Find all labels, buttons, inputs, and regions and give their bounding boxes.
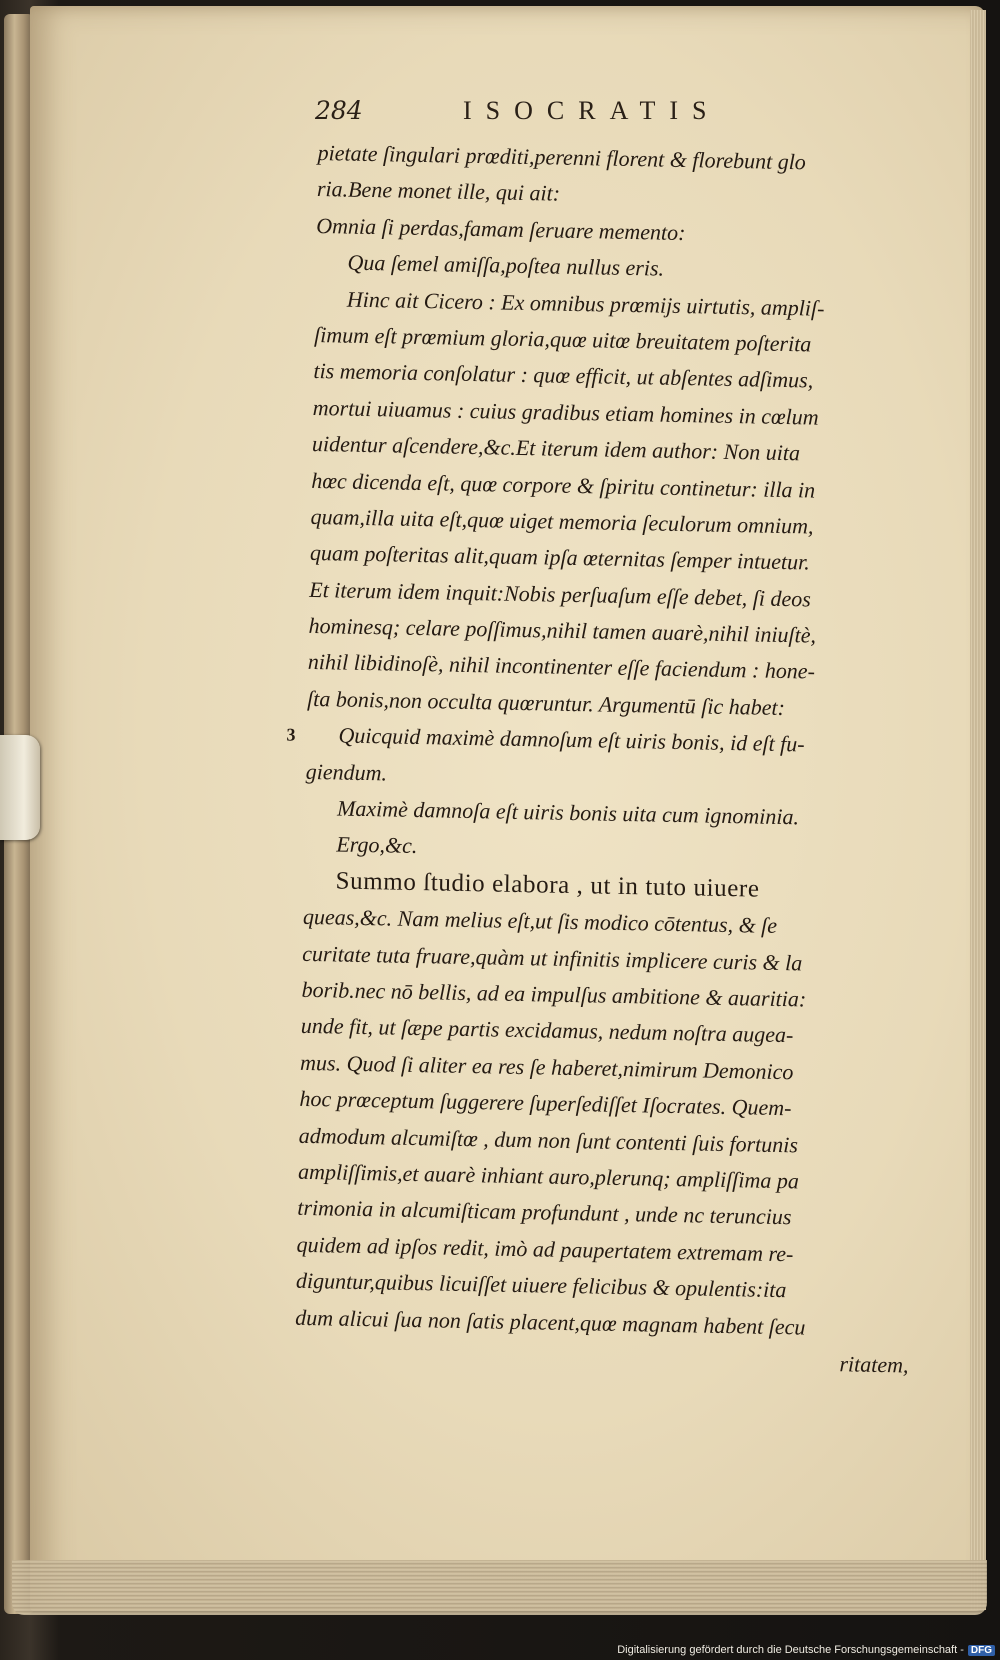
text-line: quam,illa uita eſt,quœ uiget memoria ſeculorum omnium, (310, 503, 814, 539)
text-line: Qua ſemel amiſſa,poſtea nullus eris. (347, 249, 665, 281)
text-line: Quicquid maximè damnoſum eſt uiris bonis, id eſt fu- (338, 722, 805, 757)
text-line: borib.nec nō bellis, ad ea impulſus ambitione & auaritia: (301, 976, 807, 1012)
text-line: giendum. (305, 758, 388, 786)
page-stack-edge (12, 1560, 987, 1615)
page-text (286, 135, 933, 1384)
text-line: pietate ſingulari prœditi,perenni florent & florebunt glo (317, 139, 807, 175)
text-line: Summo ſtudio elabora , ut in tuto uiuere (335, 867, 760, 903)
text-line: Omnia ſi perdas,famam ſeruare memento: (316, 212, 686, 245)
text-line: hominesq; celare poſſimus,nihil tamen auarè,nihil iniuſtè, (308, 612, 817, 648)
running-head: ISOCRATIS (463, 96, 721, 125)
text-line: uidentur aſcendere,&c.Et iterum idem author: Non uita (311, 431, 801, 466)
text-line: Maximè damnoſa eſt uiris bonis uita cum ignominia. (336, 795, 800, 830)
text-line: admodum alcumiſtœ , dum non ſunt contenti ſuis fortunis (298, 1122, 799, 1157)
text-line: ampliſſimis,et auarè inhiant auro,plerunq; ampliſſima pa (297, 1158, 800, 1194)
text-line: hoc prœceptum ſuggerere ſuperſediſſet Iſocrates. Quem- (299, 1085, 792, 1121)
text-line: ſimum eſt prœmium gloria,quœ uitœ breuitatem poſterita (313, 321, 812, 357)
text-line: quam poſteritas alit,quam ipſa œternitas ſemper intuetur. (309, 540, 811, 575)
text-line: Ergo,&c. (336, 831, 418, 859)
text-line: curitate tuta fruare,quàm ut infinitis implicere curis & la (302, 940, 803, 976)
text-line: unde fit, ut ſæpe partis excidamus, nedum noſtra augea- (300, 1013, 794, 1048)
text-line: hœc dicenda eſt, quœ corpore & ſpiritu continetur: illa in (311, 467, 816, 503)
page-clip (0, 735, 40, 840)
text-line: queas,&c. Nam melius eſt,ut ſis modico cōtentus, & ſe (302, 904, 778, 939)
text-line: ria.Bene monet ille, qui ait: (316, 176, 561, 207)
text-line: diguntur,quibus licuiſſet uiuere felicibus & opulentis:ita (295, 1267, 787, 1303)
text-line: mortui uiuamus : cuius gradibus etiam homines in cœlum (312, 394, 819, 430)
credit-text: Digitalisierung gefördert durch die Deutsche Forschungsgemeinschaft - (617, 1644, 964, 1656)
text-line: mus. Quod ſi aliter ea res ſe haberet,nimirum Demonico (299, 1049, 794, 1085)
text-line: ritatem, (839, 1351, 909, 1378)
text-line: ſta bonis,non occulta quœruntur. Argumentū ſic habet: (306, 685, 786, 720)
text-line: trimonia in alcumiſticam profundunt , unde nc teruncius (297, 1195, 792, 1230)
text-line: Hinc ait Cicero : Ex omnibus prœmijs uirtutis, ampliſ- (346, 286, 825, 321)
page-fore-edge (970, 10, 986, 1610)
dfg-logo: DFG (968, 1645, 995, 1656)
text-line: tis memoria conſolatur : quœ efficit, ut abſentes adſimus, (313, 358, 814, 393)
page-number: 284 (315, 96, 363, 125)
page-header (315, 96, 835, 136)
text-line: dum alicui ſua non ſatis placent,quœ magnam habent ſecu (295, 1304, 806, 1340)
digitization-credit (575, 1644, 995, 1658)
marginal-note: 3 (286, 724, 296, 745)
text-line: nihil libidinoſè, nihil incontinenter eſſe faciendum : hone- (307, 649, 816, 685)
text-line: Et iterum idem inquit:Nobis perſuaſum eſſe debet, ſi deos (309, 576, 812, 612)
text-line: quidem ad ipſos redit, imò ad paupertatem extremam re- (296, 1231, 794, 1267)
